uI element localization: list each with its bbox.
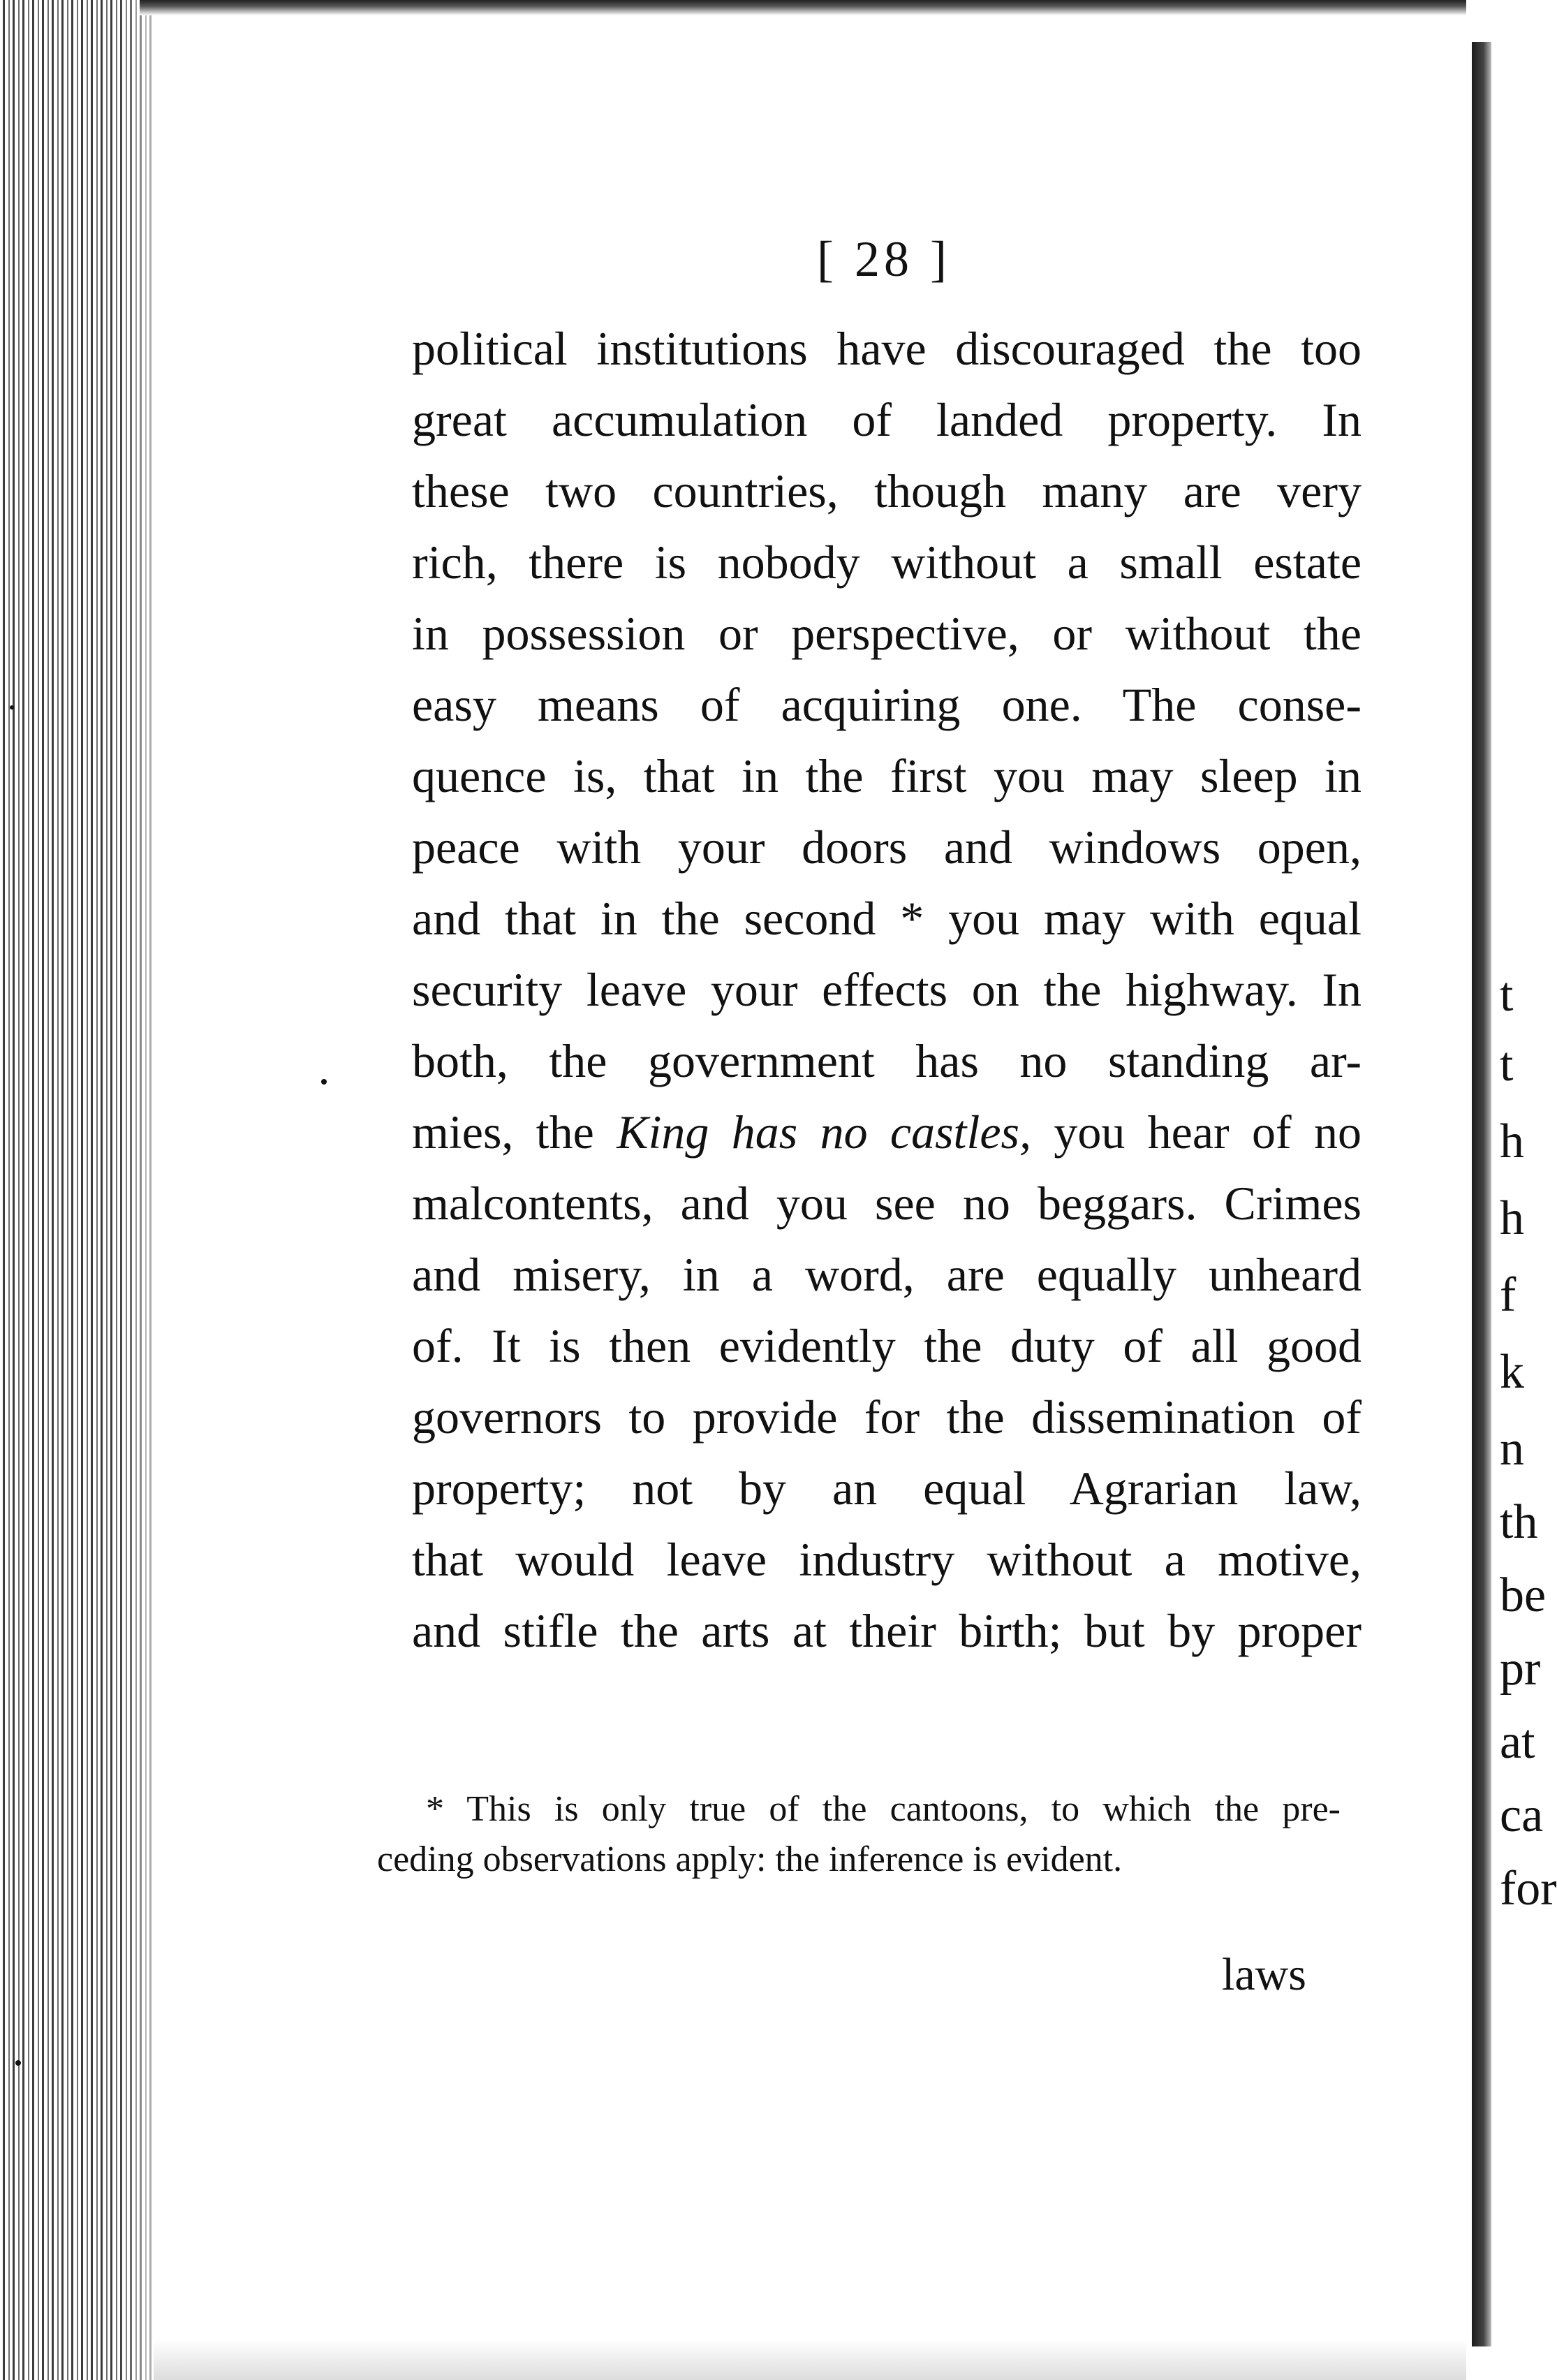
binding-fade <box>119 0 175 2380</box>
text-line: that would leave industry without a motive, <box>412 1533 1362 1586</box>
footnote-line: ceding observations apply: the inference is evident. <box>377 1839 1123 1879</box>
text-line: peace with your doors and windows open, <box>412 821 1362 874</box>
text-line: both, the government has no standing ar- <box>412 1034 1362 1087</box>
facing-page-text: k <box>1500 1345 1524 1399</box>
text-line: in possession or perspective, or without the <box>412 607 1362 660</box>
body-text <box>412 313 1362 1666</box>
facing-page-text: h <box>1500 1191 1524 1245</box>
text-line: quence is, that in the first you may sleep in <box>412 749 1362 802</box>
text-line: political institutions have discouraged the too <box>412 322 1362 375</box>
facing-page-text: f <box>1500 1268 1517 1322</box>
italic-quote: King has no castles, <box>617 1105 1031 1159</box>
text-segment: mies, the <box>412 1105 617 1159</box>
text-line: easy means of acquiring one. The conse- <box>412 678 1362 731</box>
bottom-page-edge <box>154 2339 1466 2380</box>
text-line: governors to provide for the dissemination of <box>412 1390 1362 1444</box>
ink-speck <box>321 1079 327 1085</box>
text-line: these two countries, though many are very <box>412 464 1362 517</box>
top-page-edge <box>140 0 1466 15</box>
page-gutter <box>1472 42 1491 2346</box>
text-line: great accumulation of landed property. In <box>412 393 1362 446</box>
facing-page-text: for <box>1500 1862 1557 1916</box>
facing-page-text: n <box>1500 1422 1524 1476</box>
text-line: rich, there is nobody without a small estate <box>412 536 1362 589</box>
text-line: and stifle the arts at their birth; but by proper <box>412 1604 1362 1657</box>
text-line: of. It is then evidently the duty of all good <box>412 1319 1362 1372</box>
facing-page-text: pr <box>1500 1642 1541 1696</box>
facing-page-text: th <box>1500 1495 1538 1549</box>
facing-page-text: ca <box>1500 1788 1544 1842</box>
facing-page-text: h <box>1500 1115 1524 1168</box>
text-line: security leave your effects on the highway. In <box>412 963 1362 1016</box>
ink-speck <box>15 2060 21 2066</box>
page-number-header: [ 28 ] <box>817 231 951 287</box>
text-segment: you hear of no <box>1031 1105 1362 1159</box>
footnote-line: * This is only true of the cantoons, to which the pre- <box>426 1789 1341 1829</box>
facing-page-text: t <box>1500 1038 1514 1092</box>
catchword: laws <box>1222 1949 1306 2000</box>
text-line: malcontents, and you see no beggars. Crimes <box>412 1177 1362 1230</box>
text-line: property; not by an equal Agrarian law, <box>412 1462 1362 1515</box>
facing-page-text: at <box>1500 1715 1535 1769</box>
footnote <box>377 1784 1341 1885</box>
facing-page-text: be <box>1500 1569 1547 1622</box>
text-line: and that in the second * you may with equal <box>412 892 1362 945</box>
facing-page-fragment <box>1491 42 1557 2380</box>
facing-page-text: t <box>1500 968 1514 1022</box>
ink-speck <box>10 705 14 710</box>
text-line-with-italic <box>412 1096 1362 1168</box>
text-line: and misery, in a word, are equally unheard <box>412 1248 1362 1301</box>
